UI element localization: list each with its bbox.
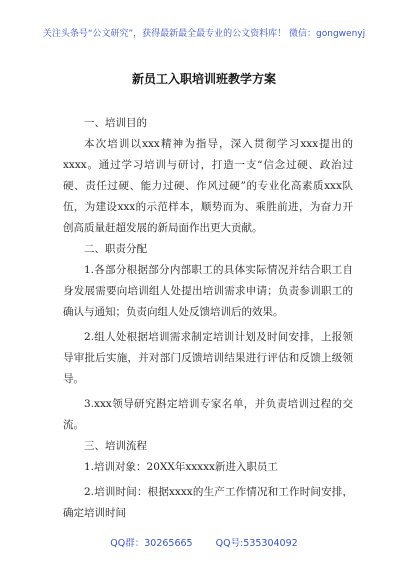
section-heading-duties: 二、职责分配 [84, 243, 147, 255]
paragraph-duty-1: 1.各部分根据部分内部职工的具体实际情况并结合职工自身发展需要向培训组人处提出培训需求申请；负责参训职工的确认与通知；负责向组人处反馈培训后的效果。 [63, 264, 353, 318]
paragraph-process-1: 1.培训对象：20XX年xxxxx新进入职员工 [84, 461, 278, 473]
paragraph-duty-3: 3.xxx领导研究斟定培训专家名单，并负责培训过程的交流。 [63, 398, 353, 431]
header-note: 关注头条号“公文研究”，获得最新最全最专业的公文资料库！ 微信：gongwenyj [42, 29, 366, 39]
paragraph-purpose: 本次培训以xxx精神为指导，深入贯彻学习xxx提出的xxxx。通过学习培训与研讨，打造一支“信念过硬、政治过硬、责任过硬、能力过硬、作风过硬”的专业化高素质xxx队伍，为建设xxx的示范样本，顺势而为、乘胜前进，为奋力开创高质量赶超发展的新局面作出更大贡献。 [63, 138, 353, 234]
footer-contact [0, 535, 408, 549]
section-heading-purpose: 一、培训目的 [84, 117, 147, 129]
document-title: 新员工入职培训班教学方案 [131, 72, 276, 86]
paragraph-process-2: 2.培训时间：根据xxxx的生产工作情况和工作时间安排，确定培训时间 [63, 486, 353, 519]
footer-qq-group: QQ群：30265665 [110, 538, 193, 549]
document-body [63, 113, 353, 524]
section-heading-process: 三、培训流程 [84, 440, 147, 452]
paragraph-duty-2: 2.组人处根据培训需求制定培训计划及时间安排，上报领导审批后实施，并对部门反馈培训结果进行评估和反馈上级领导。 [63, 331, 353, 385]
footer-qq-number: QQ号:535304092 [215, 538, 298, 549]
